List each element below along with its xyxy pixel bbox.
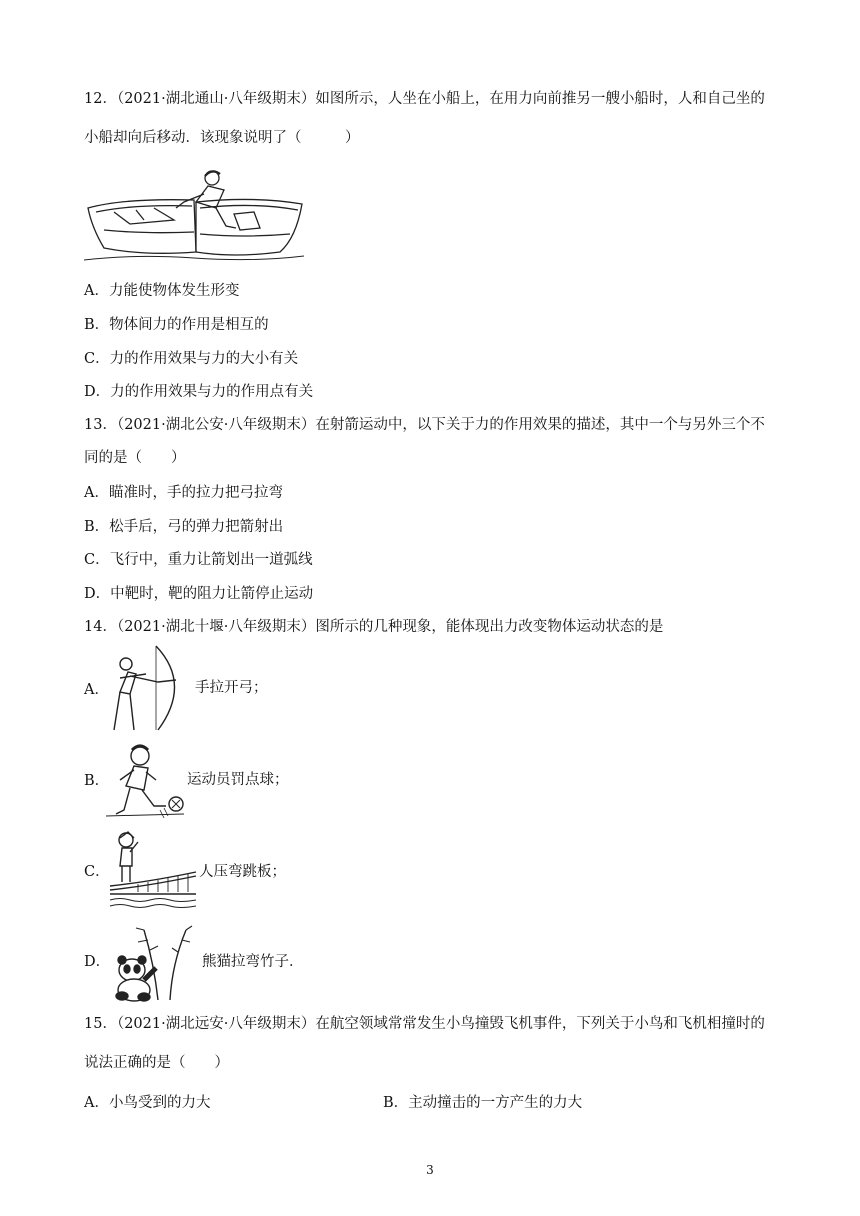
- q14-diving-board-figure: [108, 830, 198, 912]
- q14-option-a-label: A．: [84, 682, 109, 698]
- q14-option-d-label: D．: [84, 954, 111, 970]
- q12-option-c: C．力的作用效果与力的大小有关: [84, 351, 299, 367]
- q14-panda-bamboo-figure: [114, 924, 194, 1002]
- q12-stem-line2: 小船却向后移动．该现象说明了（ ）: [84, 130, 360, 146]
- q13-option-d: D．中靶时，靶的阻力让箭停止运动: [84, 586, 314, 602]
- q12-option-d: D．力的作用效果与力的作用点有关: [84, 384, 314, 400]
- q12-stem-line1: 12．（2021·湖北通山·八年级期末）如图所示，人坐在小船上，在用力向前推另一艘小船时，人和自己坐的: [84, 91, 765, 107]
- q12-option-b: B．物体间力的作用是相互的: [84, 317, 269, 333]
- q13-option-a: A．瞄准时，手的拉力把弓拉弯: [84, 485, 283, 501]
- q12-boat-figure: [84, 168, 306, 264]
- q12-option-a: A．力能使物体发生形变: [84, 283, 240, 299]
- q14-option-b-label: B．: [84, 773, 110, 789]
- q13-option-c: C．飞行中，重力让箭划出一道弧线: [84, 552, 313, 568]
- q14-option-c-label: C．: [84, 864, 110, 880]
- q15-option-b: B．主动撞击的一方产生的力大: [383, 1095, 583, 1111]
- q15-option-a: A．小鸟受到的力大: [84, 1095, 211, 1111]
- q14-option-d-text: 熊猫拉弯竹子．: [202, 954, 304, 970]
- q13-stem-line1: 13．（2021·湖北公安·八年级期末）在射箭运动中，以下关于力的作用效果的描述，其中一个与另外三个不: [84, 417, 765, 433]
- q15-stem-line2: 说法正确的是（ ）: [84, 1055, 229, 1071]
- q13-stem-line2: 同的是（ ）: [84, 450, 186, 466]
- q13-option-b: B．松手后，弓的弹力把箭射出: [84, 519, 284, 535]
- q14-option-b-text: 运动员罚点球；: [187, 772, 289, 788]
- page-number: 3: [426, 1163, 434, 1177]
- q14-stem-line1: 14．（2021·湖北十堰·八年级期末）图所示的几种现象，能体现出力改变物体运动状态的是: [84, 619, 664, 635]
- q14-option-a-text: 手拉开弓；: [195, 680, 268, 696]
- q14-option-c-text: 人压弯跳板；: [199, 864, 286, 880]
- q15-stem-line1: 15．（2021·湖北远安·八年级期末）在航空领域常常发生小鸟撞毁飞机事件，下列关于小鸟和飞机相撞时的: [84, 1016, 765, 1032]
- q14-archer-figure: [106, 644, 184, 732]
- q14-football-figure: [104, 744, 188, 820]
